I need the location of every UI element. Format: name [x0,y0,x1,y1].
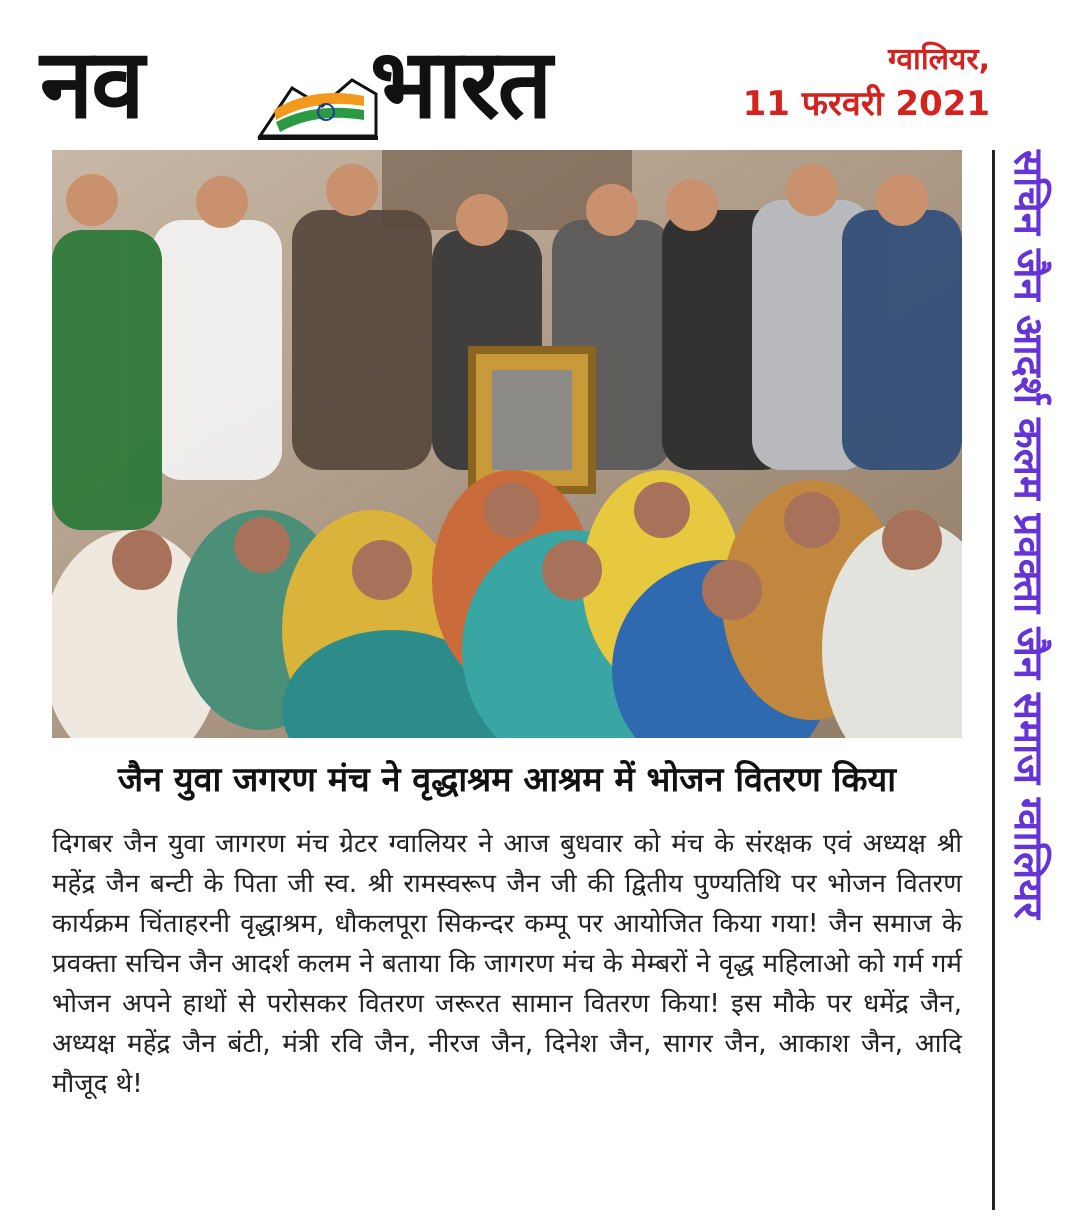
vertical-credit [1005,150,1068,1210]
article-body [52,824,962,1104]
masthead-name-left: नव [40,28,143,140]
newspaper-masthead [40,24,700,144]
dateline [743,40,990,128]
news-photo [52,150,962,738]
masthead-name-right: भारत [370,28,551,140]
photo-group-icon [52,150,962,738]
dateline-city: ग्वालियर, [887,42,990,77]
article-headline: जैन युवा जगरण मंच ने वृद्धाश्रम आश्रम में भोजन वितरण किया [117,760,897,800]
flag-emblem-icon [252,66,382,146]
column-divider [992,150,995,1210]
article-paragraph: दिगबर जैन युवा जागरण मंच ग्रेटर ग्वालियर ने आज बुधवार को मंच के संरक्षक एवं अध्यक्ष श्री महेंद्र जैन बन्टी के पिता जी स्व. श्री रामस्वरूप जैन जी की द्वितीय पुण्यतिथि पर भोजन वितरण कार्यक्रम चिंताहरनी वृद्धाश्रम, धौकलपूरा सिकन्दर कम्पू पर आयोजित किया गया! जैन समाज के प्रवक्ता सचिन जैन आदर्श कलम ने बताया कि जागरण मंच के मेम्बरों ने वृद्ध महिलाओ को गर्म गर्म भोजन अपने हाथों से परोसकर वितरण जरूरत सामान वितरण किया! इस मौके पर धमेंद्र जैन, अध्यक्ष महेंद्र जैन बंटी, मंत्री रवि जैन, नीरज जैन, दिनेश जैन, सागर जैन, आकाश जैन, आदि मौजूद थे! [52,829,962,1099]
dateline-date: 11 फरवरी 2021 [742,84,990,124]
credit-text: सचिन जैन आदर्श कलम प्रवक्ता जैन समाज ग्वालियर [1005,150,1051,919]
